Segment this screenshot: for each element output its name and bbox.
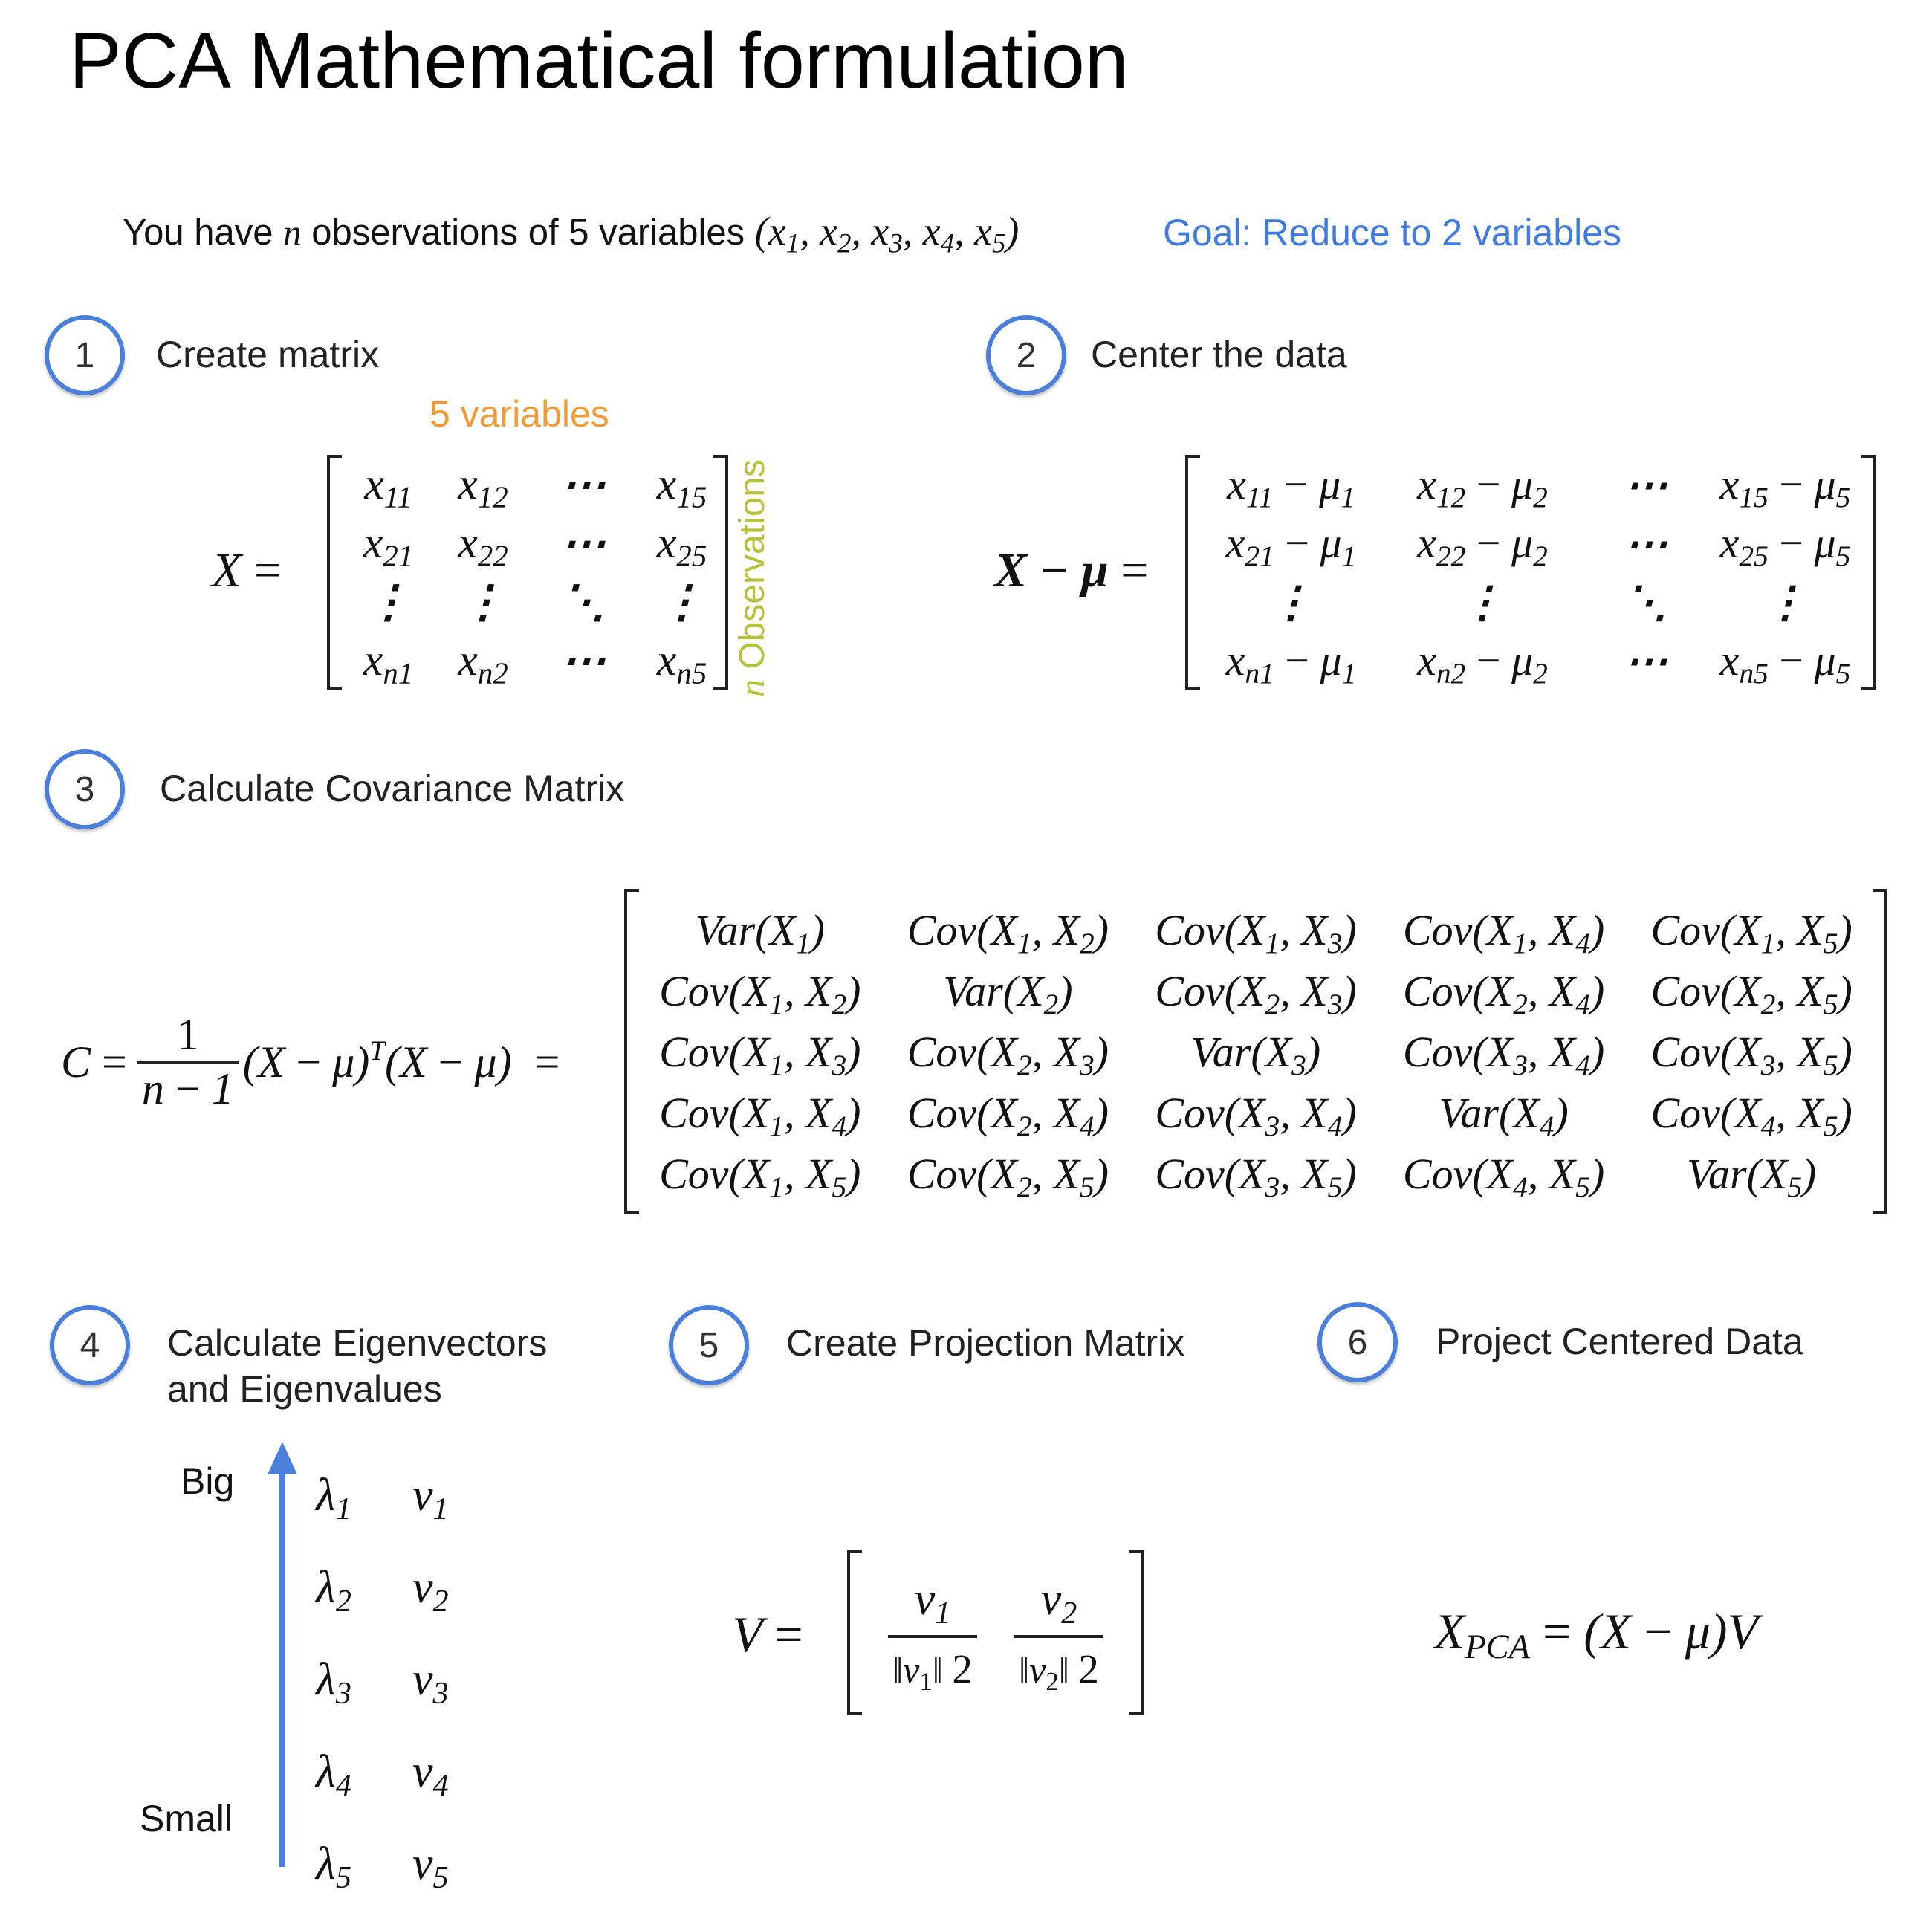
covariance-matrix <box>624 889 1887 1214</box>
projection-col-2: $\frac{v_2}{‖v_2‖ 2}$ <box>1014 1573 1103 1692</box>
matrix-centered-cell: $x_{n2} - \mu_2$ <box>1417 636 1548 690</box>
covariance-cell: $Cov(X_3$, $X_5$) <box>1155 1149 1357 1203</box>
covariance-lhs: C = <box>61 1037 127 1087</box>
covariance-cell: $Cov(X_1$, $X_3$) <box>659 1027 861 1081</box>
rows-label: n Observations <box>733 459 772 697</box>
eigenvector: $v_3$ <box>412 1654 449 1711</box>
covariance-cell: $Var(X_1)$ <box>695 905 825 959</box>
covariance-cell: $Cov(X_1$, $X_2$) <box>907 905 1109 959</box>
covariance-fraction: $\frac{1}{n - 1}$ <box>137 1009 239 1115</box>
matrix-centered-cell: $x_{25} - \mu_5$ <box>1719 519 1851 573</box>
covariance-grid <box>636 899 1876 1204</box>
matrix-x-cell: $x_{n5}$ <box>656 635 707 690</box>
covariance-cell: $Cov(X_1$, $X_5$) <box>1650 905 1852 959</box>
matrix-centered-lhs: X − μ = <box>994 543 1149 598</box>
intro-variables: ($x_1$, $x_2$, $x_3$, $x_4$, $x_5$) <box>754 209 1020 259</box>
matrix-x-cell: ⋯ <box>561 518 606 568</box>
matrix-centered-cell: ⋯ <box>1624 519 1667 568</box>
matrix-centered-cell: $x_{11} - \mu_1$ <box>1227 460 1355 514</box>
intro-var-4: $x_4$ <box>922 209 955 259</box>
step-4-badge: 4 <box>50 1305 130 1385</box>
covariance-cell: $Var(X_3)$ <box>1190 1027 1321 1081</box>
matrix-x-lhs: X = <box>212 543 282 598</box>
matrix-x <box>327 455 728 690</box>
matrix-x-cell: ⋮ <box>659 577 704 627</box>
matrix-x-cell: $x_{15}$ <box>656 459 707 514</box>
matrix-x-cell: ⋮ <box>461 577 505 627</box>
eigenvalue: $\lambda_3$ <box>316 1654 351 1711</box>
matrix-centered-cell: $x_{15} - \mu_5$ <box>1719 460 1851 514</box>
matrix-centered-cell: $x_{12} - \mu_2$ <box>1417 460 1548 514</box>
matrix-centered-cell: ⋱ <box>1624 577 1667 627</box>
step-4-label: Calculate Eigenvectors and Eigenvalues <box>167 1322 548 1410</box>
eigenvector: $v_4$ <box>412 1746 449 1803</box>
eigenvalue: $\lambda_2$ <box>316 1561 351 1619</box>
matrix-centered-cell: $x_{n1} - \mu_1$ <box>1225 636 1357 690</box>
matrix-x-cell: $x_{n1}$ <box>363 635 414 690</box>
matrix-centered-cell: ⋮ <box>1269 577 1313 627</box>
projection-formula: $X_{PCA} = (X - \mu)V$ <box>1434 1603 1759 1666</box>
small-label: Small <box>140 1798 233 1839</box>
projection-lhs: V = <box>732 1606 803 1663</box>
intro-var-5: $x_5$ <box>974 209 1006 259</box>
covariance-cell: $Cov(X_1$, $X_4$) <box>659 1088 861 1142</box>
step-1-label: Create matrix <box>156 334 380 375</box>
eigen-pairs <box>316 1449 487 1910</box>
matrix-x-cell: $x_{12}$ <box>458 459 508 514</box>
big-label: Big <box>181 1460 235 1502</box>
covariance-cell: $Cov(X_1$, $X_4$) <box>1402 905 1605 959</box>
step-2-badge: 2 <box>986 315 1066 395</box>
covariance-cell: $Cov(X_1$, $X_3$) <box>1155 905 1357 959</box>
intro-var-3: $x_3$ <box>871 209 903 259</box>
covariance-cell: $Cov(X_3$, $X_5$) <box>1650 1027 1852 1081</box>
covariance-cell: $Cov(X_2$, $X_3$) <box>907 1027 1109 1081</box>
matrix-centered-cell: ⋮ <box>1763 577 1807 627</box>
matrix-x-cell: $x_{22}$ <box>458 518 508 573</box>
covariance-expr: $(X - \mu)^T(X - \mu)$ = <box>242 1035 560 1087</box>
eigenvalue: $\lambda_1$ <box>316 1469 351 1527</box>
eigenvector: $v_1$ <box>412 1469 449 1527</box>
matrix-centered-cell: ⋯ <box>1624 636 1667 685</box>
matrix-centered-cell: $x_{n5} - \mu_5$ <box>1719 636 1851 690</box>
covariance-cell: $Cov(X_2$, $X_3$) <box>1155 966 1357 1020</box>
page-title: PCA Mathematical formulation <box>69 17 1129 105</box>
magnitude-arrow-icon <box>268 1442 297 1873</box>
intro-n: n <box>283 212 302 253</box>
covariance-cell: $Cov(X_2$, $X_5$) <box>1650 966 1852 1020</box>
step-5-label: Create Projection Matrix <box>786 1322 1185 1364</box>
matrix-centered-cell: ⋮ <box>1461 577 1504 627</box>
matrix-x-cell: ⋯ <box>561 635 606 685</box>
matrix-x-cell: ⋯ <box>561 459 606 509</box>
covariance-cell: $Cov(X_2$, $X_5$) <box>907 1149 1109 1203</box>
eigenvector: $v_2$ <box>412 1561 449 1619</box>
step-2-label: Center the data <box>1091 334 1347 375</box>
step-3-label: Calculate Covariance Matrix <box>160 768 625 809</box>
covariance-cell: $Cov(X_4$, $X_5$) <box>1402 1149 1605 1203</box>
matrix-centered-cell: ⋯ <box>1624 460 1667 509</box>
step-1-badge: 1 <box>45 315 125 395</box>
step-3-badge: 3 <box>45 749 125 829</box>
intro-var-1: $x_1$ <box>768 209 800 259</box>
cols-label: 5 variables <box>429 393 609 435</box>
covariance-cell: $Cov(X_1$, $X_5$) <box>659 1149 861 1203</box>
covariance-cell: $Var(X_2)$ <box>943 966 1073 1020</box>
covariance-cell: $Var(X_4)$ <box>1439 1088 1569 1142</box>
covariance-cell: $Cov(X_1$, $X_2$) <box>659 966 861 1020</box>
matrix-centered-grid <box>1200 455 1861 690</box>
matrix-x-cell: $x_{n2}$ <box>458 635 508 690</box>
projection-col-1: $\frac{v_1}{‖v_1‖ 2}$ <box>888 1573 977 1692</box>
matrix-x-cell: ⋱ <box>561 577 606 627</box>
intro-prefix: You have <box>123 213 284 253</box>
covariance-cell: $Cov(X_3$, $X_4$) <box>1402 1027 1605 1081</box>
matrix-centered <box>1185 455 1876 690</box>
matrix-x-cell: ⋮ <box>366 577 411 627</box>
matrix-x-cell: $x_{11}$ <box>364 459 412 514</box>
goal-text: Goal: Reduce to 2 variables <box>1163 212 1622 253</box>
eigenvector: $v_5$ <box>412 1838 449 1895</box>
matrix-x-grid <box>342 455 713 690</box>
covariance-cell: $Cov(X_2$, $X_4$) <box>1402 966 1605 1020</box>
intro-text <box>123 208 1020 259</box>
covariance-cell: $Var(X_5)$ <box>1687 1149 1817 1203</box>
intro-middle: observations of 5 variables <box>301 213 755 253</box>
eigenvalue: $\lambda_4$ <box>316 1746 351 1803</box>
eigenvalue: $\lambda_5$ <box>316 1838 351 1895</box>
matrix-centered-cell: $x_{21} - \mu_1$ <box>1225 519 1357 573</box>
matrix-x-cell: $x_{21}$ <box>363 518 414 573</box>
projection-matrix <box>847 1550 1144 1715</box>
matrix-x-cell: $x_{25}$ <box>656 518 707 573</box>
matrix-centered-cell: $x_{22} - \mu_2$ <box>1417 519 1548 573</box>
step-6-label: Project Centered Data <box>1436 1321 1803 1362</box>
covariance-cell: $Cov(X_4$, $X_5$) <box>1650 1088 1852 1142</box>
step-5-badge: 5 <box>669 1305 749 1385</box>
covariance-formula <box>61 1009 560 1115</box>
covariance-cell: $Cov(X_2$, $X_4$) <box>907 1088 1109 1142</box>
covariance-cell: $Cov(X_3$, $X_4$) <box>1155 1088 1357 1142</box>
step-6-badge: 6 <box>1317 1302 1398 1382</box>
intro-var-2: $x_2$ <box>820 209 852 259</box>
